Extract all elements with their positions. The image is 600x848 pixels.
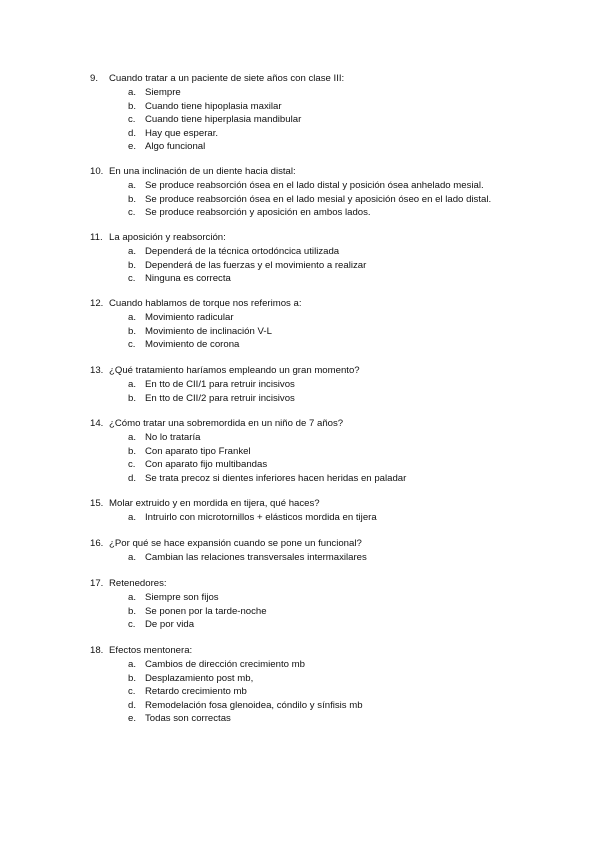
- option-letter: c.: [128, 459, 136, 470]
- option-letter: a.: [128, 180, 137, 191]
- question-number: 18.: [90, 645, 104, 656]
- option-text: Movimiento radicular: [145, 312, 234, 323]
- option-letter: a.: [128, 87, 137, 98]
- option-letter: a.: [128, 512, 137, 523]
- option-row: [90, 431, 570, 445]
- option-letter: b.: [128, 325, 137, 337]
- option-text: Se trata precoz si dientes inferiores hacen heridas en paladar: [145, 472, 407, 484]
- question-12: [90, 297, 570, 352]
- question-number: 13.: [90, 365, 104, 376]
- option-row: [90, 658, 570, 672]
- option-letter: c.: [128, 686, 136, 697]
- option-row: [90, 127, 570, 141]
- question-9: [90, 72, 570, 154]
- option-row: [90, 392, 570, 406]
- option-row: [90, 206, 570, 220]
- question-text: ¿Cómo tratar una sobremordida en un niño de 7 años?: [109, 418, 344, 429]
- option-row: [90, 179, 570, 193]
- option-letter: d.: [128, 127, 137, 139]
- option-text: Cambian las relaciones transversales intermaxilares: [145, 552, 367, 563]
- question-number: 11.: [90, 232, 103, 243]
- option-row: [90, 472, 570, 486]
- option-letter: b.: [128, 672, 137, 684]
- option-letter: b.: [128, 445, 137, 457]
- option-row: [90, 712, 570, 726]
- option-text: Siempre son fijos: [145, 592, 219, 603]
- question-text: Efectos mentonera:: [109, 645, 193, 656]
- option-letter: c.: [128, 207, 136, 218]
- option-text: Cuando tiene hiperplasia mandibular: [145, 114, 302, 125]
- option-letter: b.: [128, 392, 137, 404]
- option-row: [90, 193, 570, 207]
- option-row: [90, 378, 570, 392]
- question-17: [90, 577, 570, 632]
- option-letter: e.: [128, 141, 137, 152]
- option-row: [90, 272, 570, 286]
- question-15: [90, 497, 570, 525]
- option-text: Siempre: [145, 87, 181, 98]
- option-row: [90, 338, 570, 352]
- question-text: Cuando tratar a un paciente de siete años con clase III:: [109, 73, 345, 84]
- question-text: En una inclinación de un diente hacia distal:: [109, 166, 296, 177]
- option-text: Se produce reabsorción ósea en el lado mesial y aposición óseo en el lado distal.: [145, 193, 492, 205]
- option-row: [90, 245, 570, 259]
- option-text: Se ponen por la tarde-noche: [145, 605, 267, 617]
- question-14: [90, 417, 570, 485]
- option-letter: a.: [128, 432, 137, 443]
- option-letter: b.: [128, 193, 137, 205]
- option-row: [90, 259, 570, 273]
- question-number: 10.: [90, 166, 104, 177]
- option-row: [90, 86, 570, 100]
- option-row: [90, 311, 570, 325]
- option-letter: d.: [128, 472, 137, 484]
- option-letter: c.: [128, 273, 136, 284]
- option-text: Se produce reabsorción ósea en el lado distal y posición ósea anhelado mesial.: [145, 180, 484, 191]
- option-text: Hay que esperar.: [145, 127, 219, 139]
- option-letter: b.: [128, 605, 137, 617]
- option-text: Movimiento de inclinación V-L: [145, 325, 272, 337]
- option-letter: b.: [128, 100, 137, 112]
- option-row: [90, 511, 570, 525]
- question-number: 9.: [90, 73, 99, 84]
- option-letter: c.: [128, 114, 136, 125]
- question-text: ¿Por qué se hace expansión cuando se pone un funcional?: [109, 538, 362, 549]
- question-text: Cuando hablamos de torque nos referimos a:: [109, 298, 302, 309]
- option-text: Intruirlo con microtornillos + elásticos mordida en tijera: [145, 512, 377, 523]
- question-number: 12.: [90, 298, 104, 309]
- option-text: Con aparato fijo multibandas: [145, 459, 268, 470]
- option-letter: c.: [128, 339, 136, 350]
- option-text: Dependerá de las fuerzas y el movimiento a realizar: [145, 259, 367, 271]
- question-text: Molar extruido y en mordida en tijera, qué haces?: [109, 498, 320, 509]
- option-letter: a.: [128, 552, 137, 563]
- option-letter: a.: [128, 246, 137, 257]
- option-row: [90, 140, 570, 154]
- option-row: [90, 672, 570, 686]
- option-text: Cuando tiene hipoplasia maxilar: [145, 100, 282, 112]
- option-text: Dependerá de la técnica ortodóncica utilizada: [145, 246, 340, 257]
- option-text: Algo funcional: [145, 141, 206, 152]
- option-text: Con aparato tipo Frankel: [145, 445, 251, 457]
- option-text: Ninguna es correcta: [145, 273, 231, 284]
- question-number: 15.: [90, 498, 104, 509]
- option-row: [90, 445, 570, 459]
- option-text: Movimiento de corona: [145, 339, 240, 350]
- option-row: [90, 113, 570, 127]
- option-row: [90, 699, 570, 713]
- option-text: Se produce reabsorción y aposición en ambos lados.: [145, 207, 371, 218]
- option-letter: b.: [128, 259, 137, 271]
- option-text: Desplazamiento post mb,: [145, 672, 254, 684]
- option-letter: a.: [128, 659, 137, 670]
- option-letter: a.: [128, 312, 137, 323]
- option-row: [90, 591, 570, 605]
- question-11: [90, 231, 570, 286]
- option-text: De por vida: [145, 619, 195, 630]
- question-text: La aposición y reabsorción:: [109, 232, 226, 243]
- option-row: [90, 100, 570, 114]
- option-text: En tto de CII/2 para retruir incisivos: [145, 392, 295, 404]
- question-10: [90, 165, 570, 220]
- question-number: 17.: [90, 578, 104, 589]
- option-row: [90, 551, 570, 565]
- option-letter: e.: [128, 713, 137, 724]
- option-row: [90, 325, 570, 339]
- question-number: 14.: [90, 418, 104, 429]
- option-row: [90, 458, 570, 472]
- question-18: [90, 644, 570, 726]
- option-text: Retardo crecimiento mb: [145, 686, 247, 697]
- question-13: [90, 364, 570, 405]
- question-text: Retenedores:: [109, 578, 167, 589]
- option-text: Cambios de dirección crecimiento mb: [145, 659, 305, 670]
- option-text: No lo trataría: [145, 432, 201, 443]
- option-row: [90, 618, 570, 632]
- question-number: 16.: [90, 538, 104, 549]
- option-letter: a.: [128, 379, 137, 390]
- option-text: Remodelación fosa glenoidea, cóndilo y sínfisis mb: [145, 699, 363, 711]
- option-row: [90, 605, 570, 619]
- option-letter: c.: [128, 619, 136, 630]
- option-letter: a.: [128, 592, 137, 603]
- option-row: [90, 685, 570, 699]
- question-text: ¿Qué tratamiento haríamos empleando un gran momento?: [109, 365, 360, 376]
- option-text: En tto de CII/1 para retruir incisivos: [145, 379, 295, 390]
- option-letter: d.: [128, 699, 137, 711]
- question-16: [90, 537, 570, 565]
- option-text: Todas son correctas: [145, 713, 231, 724]
